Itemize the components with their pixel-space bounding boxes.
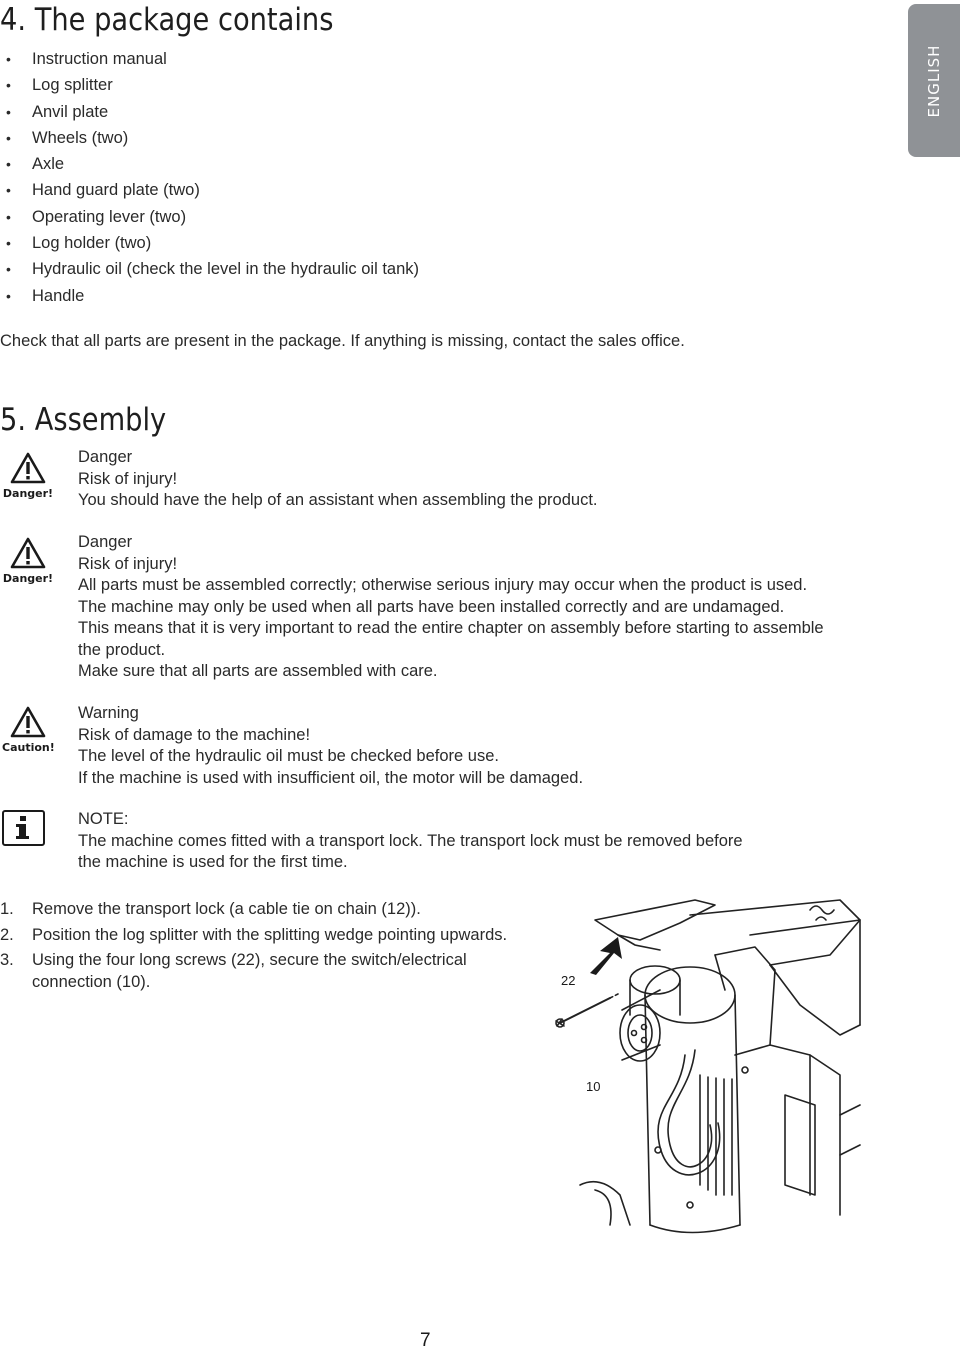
list-item: • Log splitter: [0, 72, 419, 98]
danger-notice-1: [78, 447, 598, 512]
warning-notice: [78, 703, 583, 789]
list-item: • Operating lever (two): [0, 204, 419, 230]
step-text: Remove the transport lock (a cable tie on chain (12)).: [32, 900, 421, 918]
step-text: Using the four long screws (22), secure the switch/electrical connection (10).: [32, 951, 467, 991]
bullet-icon: •: [6, 235, 11, 252]
list-item: • Log holder (two): [0, 230, 419, 256]
notice-subheading: Risk of injury!: [78, 554, 178, 573]
language-tab: [908, 4, 960, 157]
assembly-illustration: [540, 895, 960, 1240]
note-text: The machine comes fitted with a transport lock. The transport lock must be removed before: [78, 831, 743, 850]
danger-triangle-icon: [10, 537, 46, 569]
section-5-title: 5. Assembly: [0, 402, 167, 438]
package-contents-list: [0, 46, 419, 309]
step-number: 1.: [0, 900, 14, 918]
danger-icon-caption: Danger!: [2, 572, 54, 585]
info-glyph-icon: [4, 812, 42, 843]
note-block: [78, 809, 743, 874]
caution-triangle-icon: [10, 706, 46, 738]
step-number: 3.: [0, 951, 14, 969]
note-heading: NOTE:: [78, 810, 129, 828]
callout-screw-22: 22: [561, 973, 576, 988]
danger-icon-caption: Danger!: [2, 487, 54, 500]
notice-subheading: Risk of damage to the machine!: [78, 725, 311, 744]
list-item: • Wheels (two): [0, 125, 419, 151]
notice-heading: Warning: [78, 704, 139, 722]
step-item: [0, 924, 542, 946]
step-item: [0, 898, 542, 920]
danger-triangle-icon: [10, 452, 46, 484]
callout-connection-10: 10: [586, 1079, 601, 1094]
check-parts-text: Check that all parts are present in the package. If anything is missing, contact the sales office.: [0, 332, 685, 350]
step-number: 2.: [0, 925, 14, 944]
bullet-icon: •: [6, 208, 11, 225]
notice-heading: Danger: [78, 448, 133, 466]
notice-text: The machine may only be used when all parts have been installed correctly and are undamaged.: [78, 597, 785, 616]
notice-heading: Danger: [78, 533, 133, 551]
step-item: [0, 949, 542, 993]
notice-text: You should have the help of an assistant when assembling the product.: [78, 491, 598, 509]
list-item: • Hand guard plate (two): [0, 177, 419, 203]
notice-text: All parts must be assembled correctly; otherwise serious injury may occur when the product is used.: [78, 576, 808, 594]
bullet-icon: •: [6, 182, 11, 199]
caution-notice-icon: [2, 706, 54, 754]
bullet-icon: •: [6, 129, 11, 146]
danger-notice-icon: [2, 452, 54, 500]
bullet-icon: •: [6, 77, 11, 94]
info-icon: [2, 810, 45, 846]
caution-icon-caption: Caution!: [2, 741, 55, 754]
notice-text: If the machine is used with insufficient oil, the motor will be damaged.: [78, 768, 584, 787]
assembly-steps: [0, 898, 542, 997]
notice-text: The level of the hydraulic oil must be checked before use.: [78, 747, 499, 765]
danger-notice-icon: [2, 537, 54, 585]
bullet-icon: •: [6, 261, 11, 278]
note-text: the machine is used for the first time.: [78, 853, 348, 871]
bullet-icon: •: [6, 103, 11, 120]
bullet-icon: •: [6, 287, 11, 304]
list-item: • Hydraulic oil (check the level in the hydraulic oil tank): [0, 256, 419, 282]
notice-text: This means that it is very important to read the entire chapter on assembly before starting to assemble: [78, 619, 824, 637]
notice-text: Make sure that all parts are assembled with care.: [78, 662, 438, 680]
step-text: Position the log splitter with the splitting wedge pointing upwards.: [32, 925, 508, 944]
page-number: 7: [420, 1330, 431, 1351]
bullet-icon: •: [6, 156, 11, 173]
notice-subheading: Risk of injury!: [78, 469, 178, 488]
list-item: • Handle: [0, 283, 419, 309]
list-item: • Axle: [0, 151, 419, 177]
section-4-title: 4. The package contains: [0, 2, 334, 38]
bullet-icon: •: [6, 51, 11, 67]
danger-notice-2: [78, 532, 824, 683]
notice-text: the product.: [78, 640, 166, 659]
list-item: • Anvil plate: [0, 99, 419, 125]
language-tab-label: ENGLISH: [925, 44, 943, 117]
list-item: • Instruction manual: [0, 46, 419, 72]
